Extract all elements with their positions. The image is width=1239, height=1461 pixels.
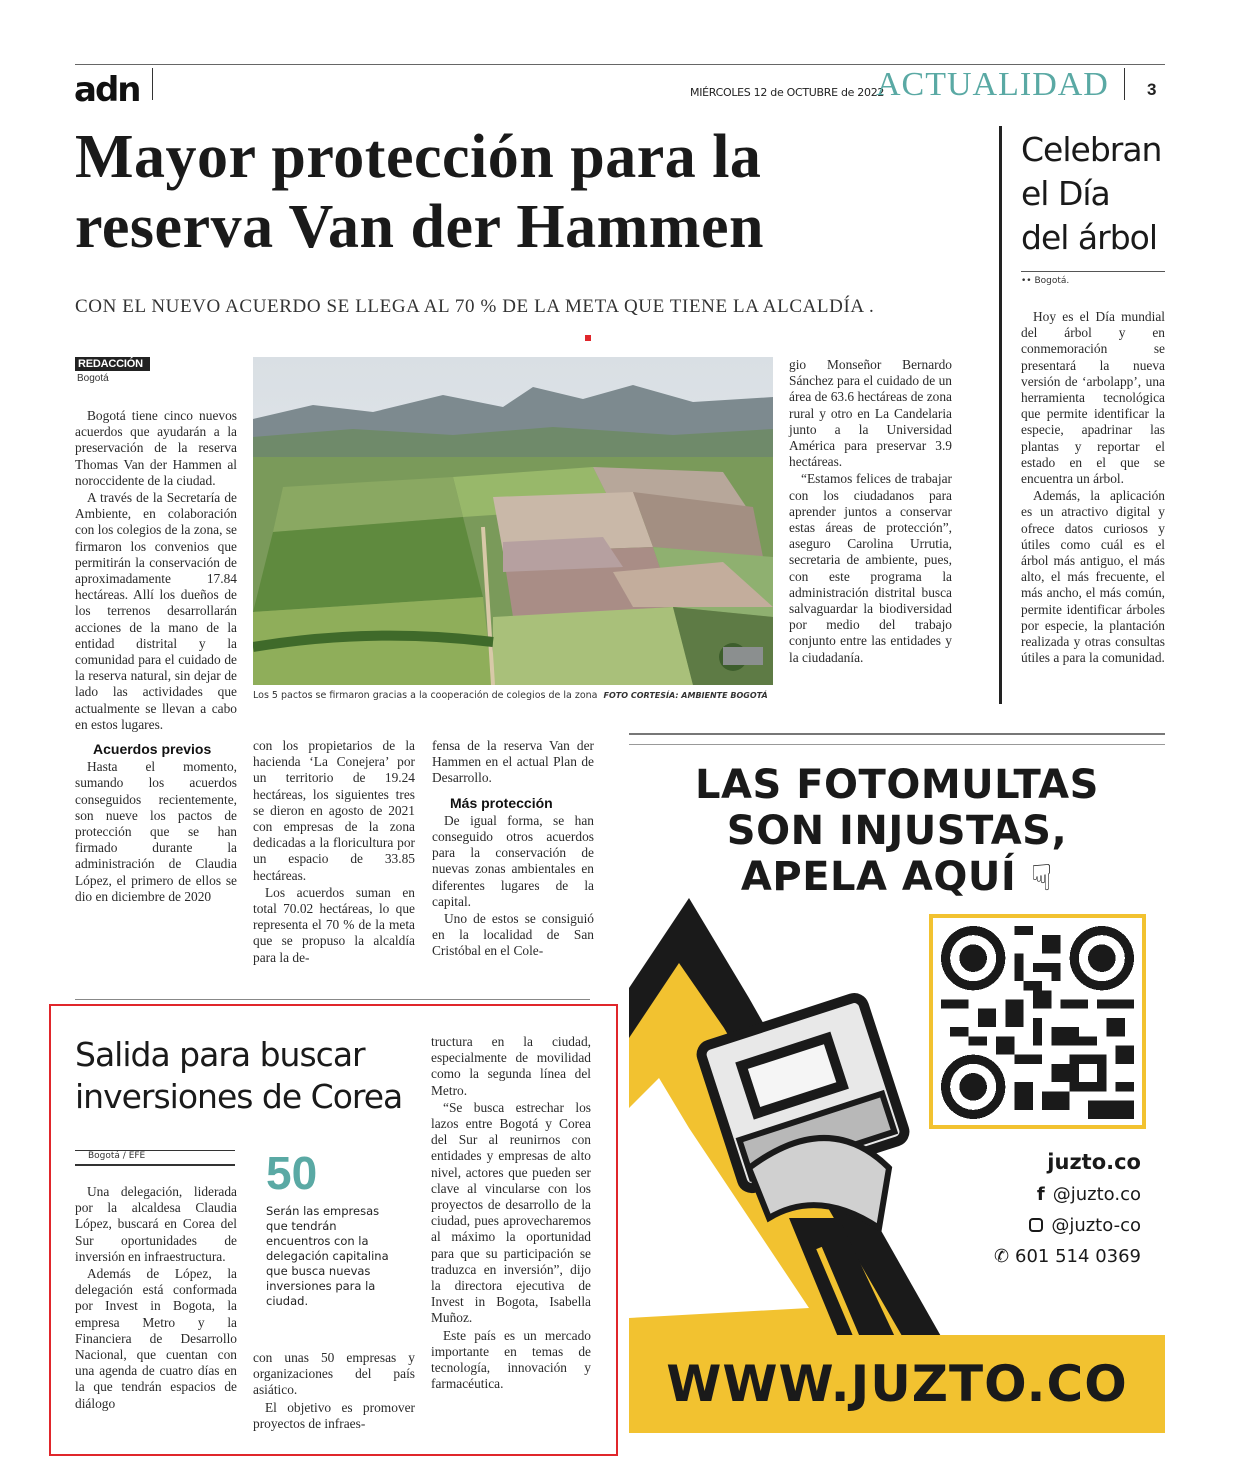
sidebar-location-rule [1021,271,1165,272]
byline-block [75,357,150,384]
pointing-hand-icon: ☟ [1030,858,1054,899]
paragraph: con unas 50 empresas y organizaciones del país asiático. [253,1350,415,1398]
main-subtitle: CON EL NUEVO ACUERDO SE LLEGA AL 70 % DE LA META QUE TIENE LA ALCALDÍA . [75,296,875,317]
farmland-aerial-photo [253,357,773,685]
sidebar-rule [999,126,1002,704]
page-number-divider [1124,68,1125,100]
sidebar-body [1021,309,1165,667]
photo-caption-text: Los 5 pactos se firmaron gracias a la cooperación de colegios de la zona [253,690,598,701]
paragraph: gio Monseñor Bernardo Sánchez para el cuidado de un área de 63.6 hectáreas de zona rural y otro en La Candelaria junto a la Universidad América para preservar 3.9 hectáreas. [789,357,952,470]
ad-top-rule-2 [629,744,1165,745]
ad-headline-line-3-wrap [629,854,1165,902]
paragraph: De igual forma, se han conseguido otros acuerdos para la conservación de nuevas zonas ambientales en diferentes lugares de la capital. [432,812,594,909]
korea-location-rule-bottom [75,1164,235,1166]
instagram-icon [1029,1218,1043,1232]
page-number: 3 [1147,80,1157,99]
paragraph: Además, la aplicación es un atractivo digital y ofrece datos curiosos y útiles como cuál es el árbol más antiguo, el más alto, el más frecuente, el más ancho, el más común, permite identificar árboles por especie, la plantación realizada y otras consultas útiles a para la comunidad. [1021,488,1165,666]
issue-date: MIÉRCOLES 12 de OCTUBRE de 2022 [690,86,885,99]
ad-url-band[interactable] [629,1335,1165,1433]
paragraph: El objetivo es promover proyectos de infraes- [253,1399,415,1431]
section-title: ACTUALIDAD [876,66,1109,103]
byline-location: Bogotá [77,373,109,384]
paragraph: Este país es un mercado importante en temas de tecnología, innovación y farmacéutica. [431,1327,591,1392]
paragraph: tructura en la ciudad, especialmente de movilidad como la segunda línea del Metro. [431,1034,591,1098]
facebook-icon: f [1036,1184,1045,1205]
paragraph: “Se busca estrechar los lazos entre Bogotá y Corea del Sur al reunirnos con entidades y empresas de alto nivel, actores que pueden ser clave al vincularse con los proyectos de desarrollo de la ciudad, pues aprovecharemos al máximo la oportunidad para que su participación se traduzca en inversión”, dijo la directora ejecutiva de Invest in Bogota, Isabella Muñoz. [431,1099,591,1326]
red-square-marker [585,335,591,341]
ad-instagram-handle: @juzto-co [1051,1215,1141,1236]
korea-col-2 [253,1350,415,1433]
logo: adn [74,70,140,110]
paragraph: Uno de estos se consiguió en la localidad de San Cristóbal en el Cole- [432,911,594,959]
main-col-4 [789,357,952,667]
korea-stat-number: 50 [266,1147,318,1199]
main-col-1 [75,408,237,906]
ad-juzto[interactable] [629,748,1165,1454]
paragraph: con los propietarios de la hacienda ‘La Conejera’ por un territorio de 19.24 hectáreas, los siguientes tres se dieron en agosto de 2021 con empresas de la zona dedicadas a la floricultura por un espacio de 33.85 hectáreas. [253,738,415,883]
header-top-rule [75,64,1165,65]
ad-headline-line-2: SON INJUSTAS, [726,808,1068,854]
paragraph: Hoy es el Día mundial del árbol y en conmemoración se presentará la nueva versión de ‘arbolapp’, una herramienta tecnológica que permite identificar la especie, apadrinar las plantas y reportar el estado en el que se encuentra un árbol. [1021,309,1165,487]
ad-headline-line-1: LAS FOTOMULTAS [695,762,1099,808]
ad-url: WWW.JUZTO.CO [666,1355,1128,1413]
main-col-3 [432,738,594,961]
ad-instagram-row[interactable] [969,1215,1141,1236]
paragraph: A través de la Secretaría de Ambiente, en colaboración con los colegios de la zona, se firmaron los convenios que permitirán la conservación de aproximadamente 17.84 hectáreas. Allí los dueños de los terrenos desarrollarán acciones de la mano de la entidad distrital y la comunidad para el cuidado de la reserva natural, sin dejar de lado las actividades que actualmente se llevan a cabo en estos lugares. [75,490,237,732]
ad-facebook-handle: @juzto.co [1052,1184,1141,1205]
subhead-mas-proteccion: Más protección [450,794,553,811]
paragraph: Hasta el momento, sumando los acuerdos conseguidos recientemente, son nueve los pactos de protección que se han firmado durante la administración de Claudia López, el primero de ellos se dio en diciembre de 2020 [75,759,237,904]
korea-top-rule [75,999,590,1000]
paragraph: Bogotá tiene cinco nuevos acuerdos que ayudarán a la preservación de la reserva Thomas Van der Hammen al noroccidente de la ciudad. [75,408,237,488]
ad-whatsapp-number: 601 514 0369 [1015,1246,1141,1267]
korea-headline: Salida para buscar inversiones de Corea [75,1035,403,1116]
photo-credit: FOTO CORTESÍA: AMBIENTE BOGOTÁ [603,691,768,700]
qr-code[interactable] [929,914,1146,1129]
sidebar-headline: Celebran el Día del árbol [1021,130,1162,257]
subhead-acuerdos-previos: Acuerdos previos [93,741,212,758]
main-headline: Mayor protección para la reserva Van der Hammen [75,123,764,261]
ad-facebook-row[interactable] [989,1184,1141,1205]
korea-location: Bogotá / EFE [88,1151,146,1161]
paragraph: fensa de la reserva Van der Hammen en el actual Plan de Desarrollo. [432,738,594,786]
sidebar-location: •• Bogotá. [1021,276,1070,286]
photo-caption [253,690,773,701]
paragraph: Los acuerdos suman en total 70.02 hectáreas, lo que representa el 70 % de la meta que se propuso la alcaldía para la de- [253,884,415,965]
logo-divider [152,68,153,100]
byline: REDACCIÓN [75,357,150,371]
paragraph: Una delegación, liderada por la alcaldesa Claudia López, buscará en Corea del Sur oportunidades de inversión en infraestructura. [75,1184,237,1264]
korea-col-3 [431,1034,591,1393]
ad-brand: juzto.co [1047,1150,1141,1174]
paragraph: Además de López, la delegación está conformada por Invest in Bogota, la empresa Metro y la Financiera de Desarrollo Nacional, que cuentan con una agenda de cuatro días en la que tendrán espacios de diálogo [75,1266,237,1411]
whatsapp-icon: ✆ [993,1246,1010,1267]
main-col-2 [253,738,415,967]
ad-headline-line-3: APELA AQUÍ [740,854,1017,900]
qr-code-icon [941,926,1134,1119]
paragraph: “Estamos felices de trabajar con los ciudadanos para aprender juntos a conservar estas áreas de protección”, aseguro Carolina Urrutia, secretaria de ambiente, pues, con este programa la administración distrital busca salvaguardar la biodiversidad por medio del trabajo conjunto entre las entidades y la ciudadanía. [789,471,952,665]
ad-top-rule-1 [629,733,1165,735]
korea-col-1 [75,1184,237,1413]
ad-whatsapp-row[interactable] [969,1246,1141,1267]
ad-headline [629,762,1165,902]
korea-stat-text: Serán las empresas que tendrán encuentros con la delegación capitalina que busca nuevas inversiones para la ciudad. [266,1204,389,1308]
main-photo [253,357,773,685]
